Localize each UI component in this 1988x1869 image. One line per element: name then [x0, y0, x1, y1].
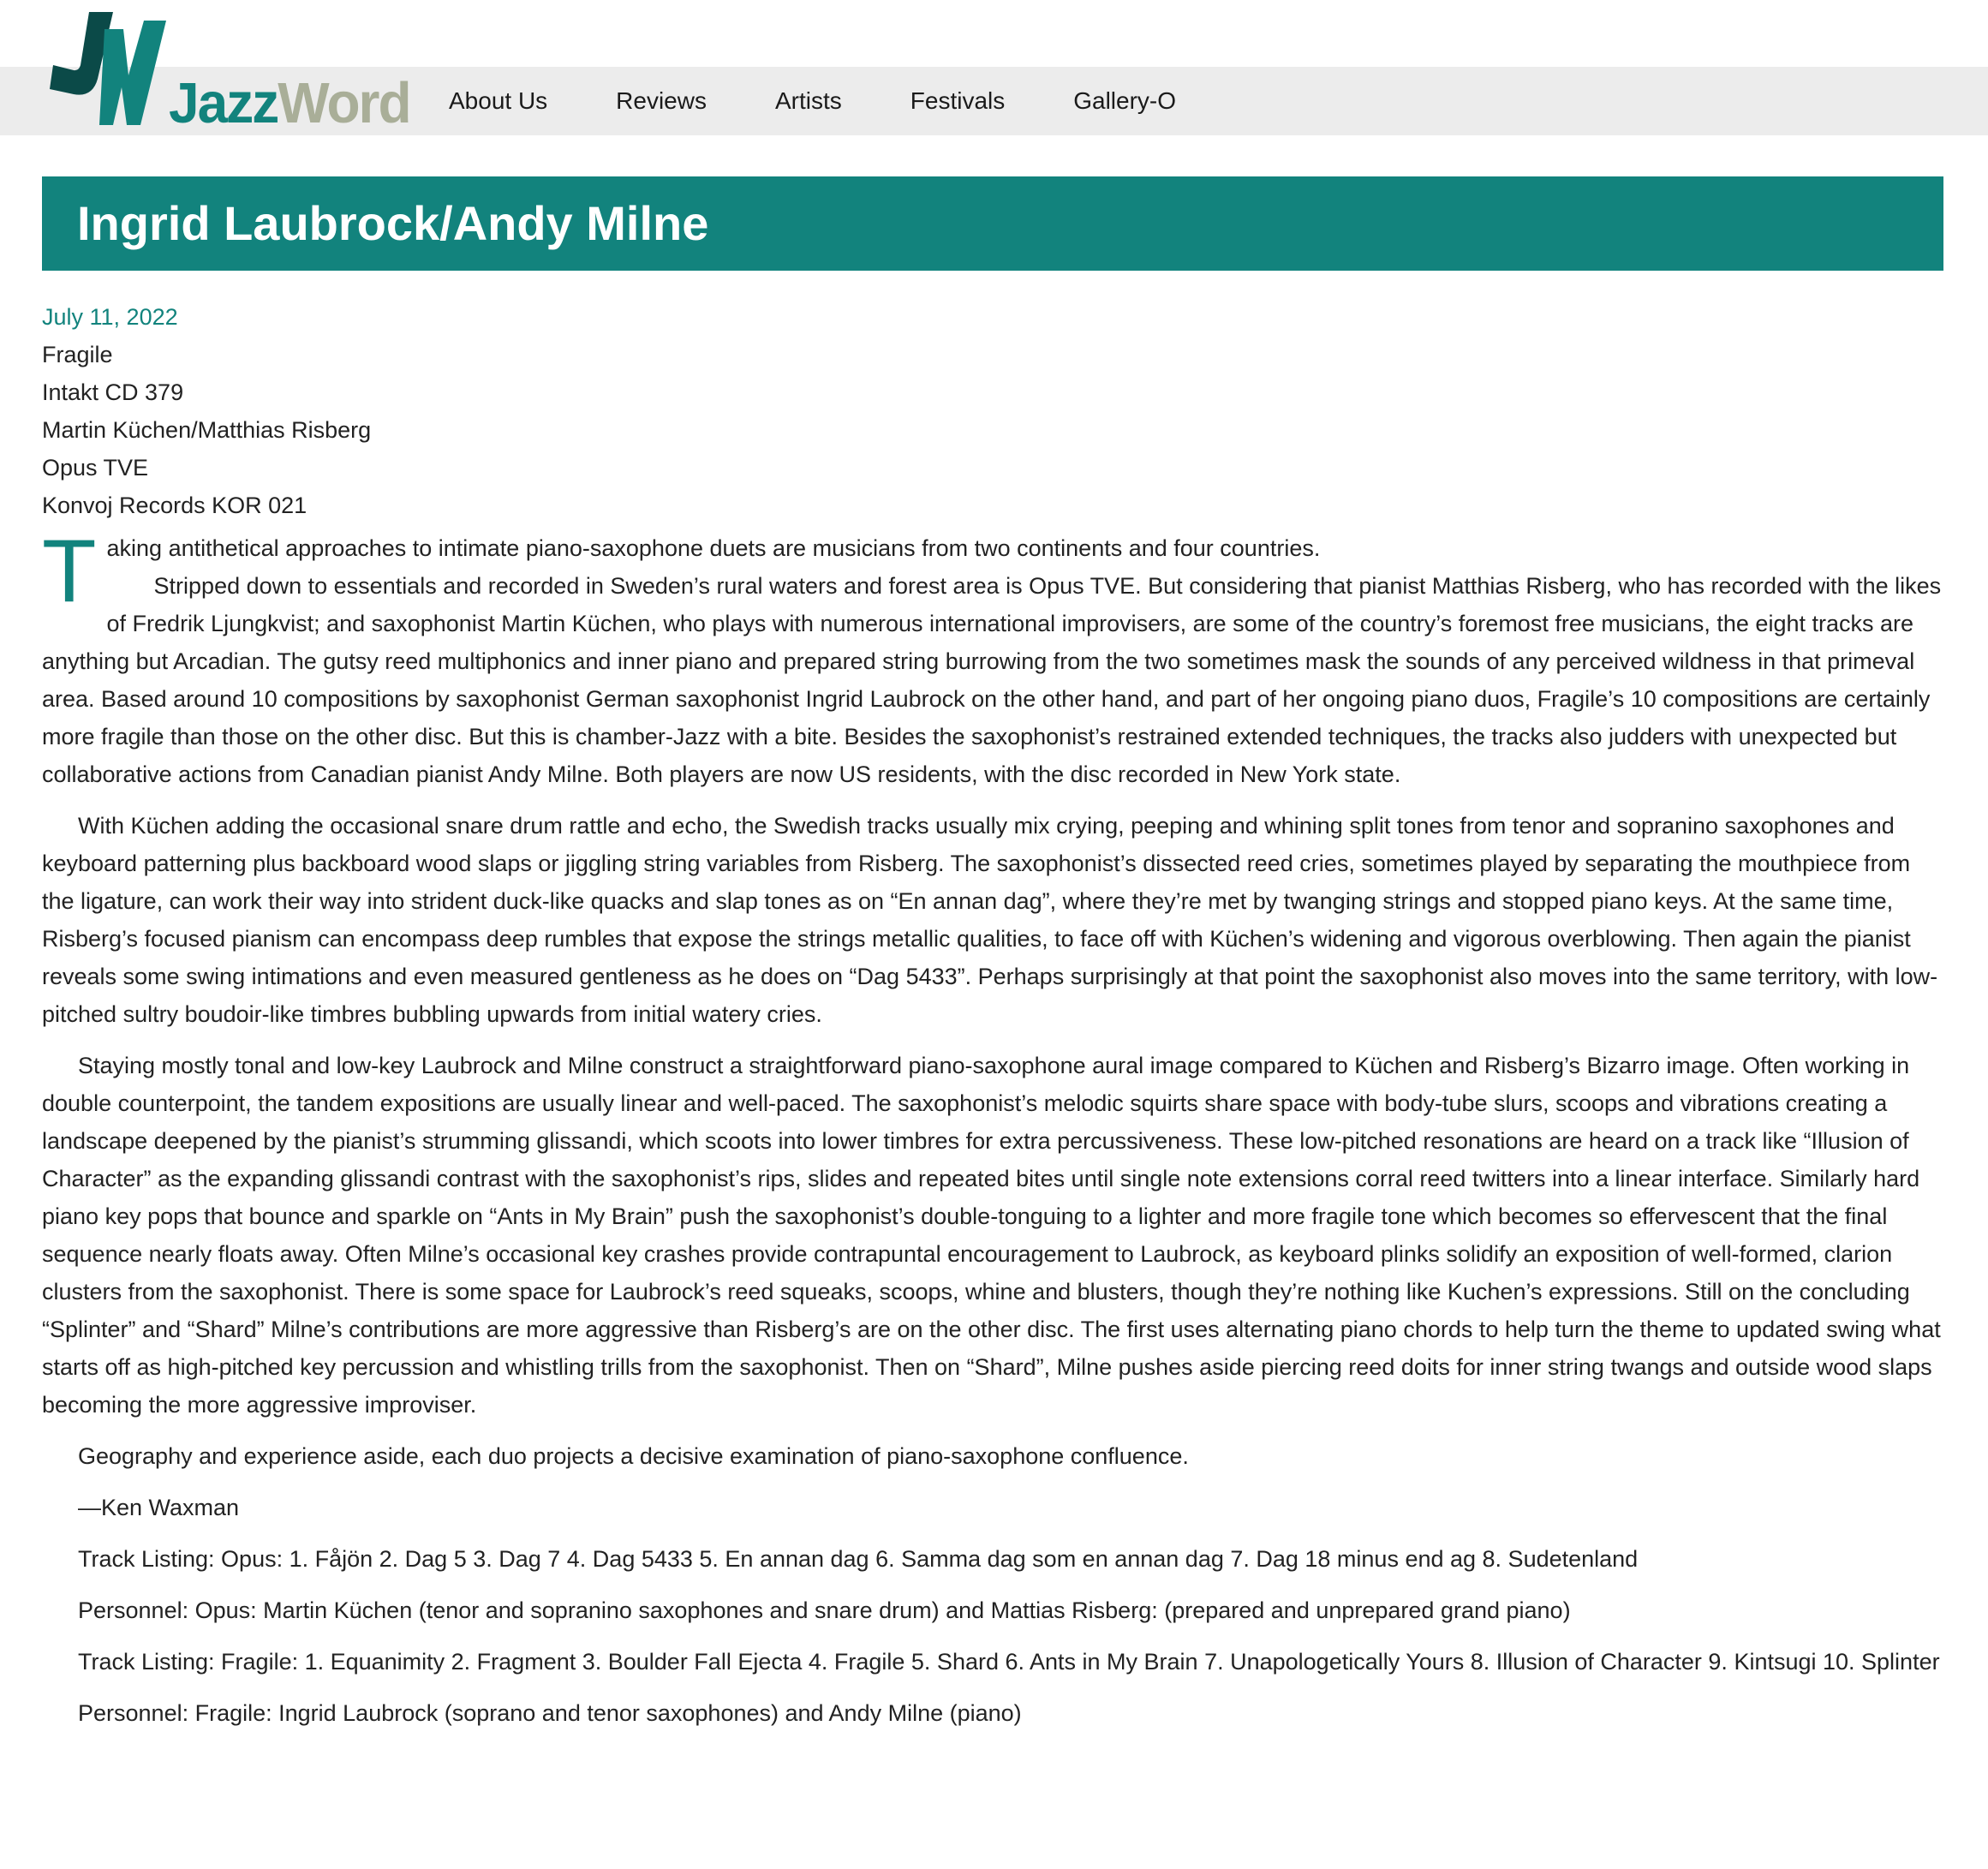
- article-body: [42, 298, 1943, 1746]
- nav-item-about-us[interactable]: About Us: [449, 87, 548, 114]
- personnel-fragile: Personnel: Fragile: Ingrid Laubrock (soprano and tenor saxophones) and Andy Milne (piano): [78, 1700, 1022, 1726]
- article-title-bar: [42, 176, 1943, 271]
- album-label-1: Intakt CD 379: [42, 379, 184, 405]
- site-logo[interactable]: [45, 9, 410, 135]
- nav-item-gallery-o[interactable]: Gallery-O: [1073, 87, 1177, 114]
- personnel-opus: Personnel: Opus: Martin Küchen (tenor and sopranino saxophones and snare drum) and Mattias Risberg: (prepared and unprepared grand piano): [78, 1597, 1571, 1623]
- album-artists-2: Martin Küchen/Matthias Risberg: [42, 417, 372, 443]
- article-title: Ingrid Laubrock/Andy Milne: [77, 196, 709, 250]
- album-label-2: Konvoj Records KOR 021: [42, 493, 307, 518]
- track-listing-opus: Track Listing: Opus: 1. Fåjön 2. Dag 5 3. Dag 7 4. Dag 5433 5. En annan dag 6. Samma dag som en annan dag 7. Dag 18 minus end ag 8. Sudetenland: [78, 1546, 1639, 1572]
- article-date: July 11, 2022: [42, 304, 178, 330]
- lead-paragraph: [42, 522, 1943, 621]
- album-title-1: Fragile: [42, 342, 113, 367]
- album-title-2: Opus TVE: [42, 455, 149, 481]
- logo-wordmark: [169, 70, 410, 135]
- nav-item-reviews[interactable]: Reviews: [616, 87, 707, 114]
- jw-logo-icon: [45, 9, 173, 133]
- body-paragraph: Staying mostly tonal and low-key Laubrock and Milne construct a straightforward piano-saxophone aural image compared to Küchen and Risberg’s Bizarro image. Often working in double counterpoint, the tandem expositions are usually linear and well-paced. The saxophonist’s melodic squirts share space with body-tube slurs, scoops and vibrations creating a landscape deepened by the pianist’s strumming glissandi, which scoots into lower timbres for extra percussiveness. These low-pitched resonations are heard on a track like “Illusion of Character” as the expanding glissandi contrast with the saxophonist’s rips, slides and repeated bites until single note extensions corral reed twitters into a linear interface. Similarly hard piano key pops that bounce and sparkle on “Ants in My Brain” push the saxophonist’s double-tonguing to a lighter and more fragile tone which becomes so effervescent that the final sequence nearly floats away. Often Milne’s occasional key crashes provide contrapuntal encouragement to Laubrock, as keyboard plinks solidify an exposition of well-formed, clarion clusters from the saxophonist. There is some space for Laubrock’s reed squeaks, scoops, whine and blusters, though they’re nothing like Kuchen’s expressions. Still on the concluding “Splinter” and “Shard” Milne’s contributions are more aggressive than Risberg’s are on the other disc. The first uses alternating piano chords to help turn the theme to updated swing what starts off as high-pitched key percussion and whistling trills from the saxophonist. Then on “Shard”, Milne pushes aside piercing reed doits for inner string twangs and outside wood slaps becoming the more aggressive improviser.: [42, 1053, 1941, 1418]
- body-paragraph: Geography and experience aside, each duo projects a decisive examination of piano-saxophone confluence.: [78, 1443, 1189, 1469]
- nav-item-festivals[interactable]: Festivals: [910, 87, 1006, 114]
- nav-item-artists[interactable]: Artists: [774, 87, 842, 114]
- main-nav: [449, 67, 1245, 135]
- lead-text: aking antithetical approaches to intimate piano-saxophone duets are musicians from two continents and four countries.: [106, 535, 1321, 561]
- author-signature: —Ken Waxman: [78, 1495, 240, 1520]
- body-paragraph: With Küchen adding the occasional snare drum rattle and echo, the Swedish tracks usually mix crying, peeping and whining split tones from tenor and sopranino saxophones and keyboard patterning plus backboard wood slaps or jiggling string variables from Risberg. The saxophonist’s dissected reed cries, sometimes played by separating the mouthpiece from the ligature, can work their way into strident duck-like quacks and slap tones as on “En annan dag”, where they’re met by twanging strings and stopped piano keys. At the same time, Risberg’s focused pianism can encompass deep rumbles that expose the strings metallic qualities, to face off with Küchen’s widening and vigorous overblowing. Then again the pianist reveals some swing intimations and even measured gentleness as he does on “Dag 5433”. Perhaps surprisingly at that point the saxophonist also moves into the same territory, with low-pitched sultry boudoir-like timbres bubbling upwards from initial watery cries.: [42, 813, 1938, 1027]
- logo-jazz-text: Jazz: [169, 70, 278, 135]
- track-listing-fragile: Track Listing: Fragile: 1. Equanimity 2. Fragment 3. Boulder Fall Ejecta 4. Fragile 5. Shard 6. Ants in My Brain 7. Unapologetically Yours 8. Illusion of Character 9. Kintsugi 10. Splinter: [78, 1649, 1940, 1675]
- body-paragraph: Stripped down to essentials and recorded in Sweden’s rural waters and forest area is Opus TVE. But considering that pianist Matthias Risberg, who has recorded with the likes of Fredrik Ljungkvist; and saxophonist Martin Küchen, who plays with numerous international improvisers, are some of the country’s foremost free musicians, the eight tracks are anything but Arcadian. The gutsy reed multiphonics and inner piano and prepared string burrowing from the two sometimes mask the sounds of any perceived wildness in that primeval area. Based around 10 compositions by saxophonist German saxophonist Ingrid Laubrock on the other hand, and part of her ongoing piano duos, Fragile’s 10 compositions are certainly more fragile than those on the other disc. But this is chamber-Jazz with a bite. Besides the saxophonist’s restrained extended techniques, the tracks also judders with unexpected but collaborative actions from Canadian pianist Andy Milne. Both players are now US residents, with the disc recorded in New York state.: [42, 573, 1942, 787]
- drop-cap: T: [42, 522, 97, 621]
- logo-word-text: Word: [278, 70, 410, 135]
